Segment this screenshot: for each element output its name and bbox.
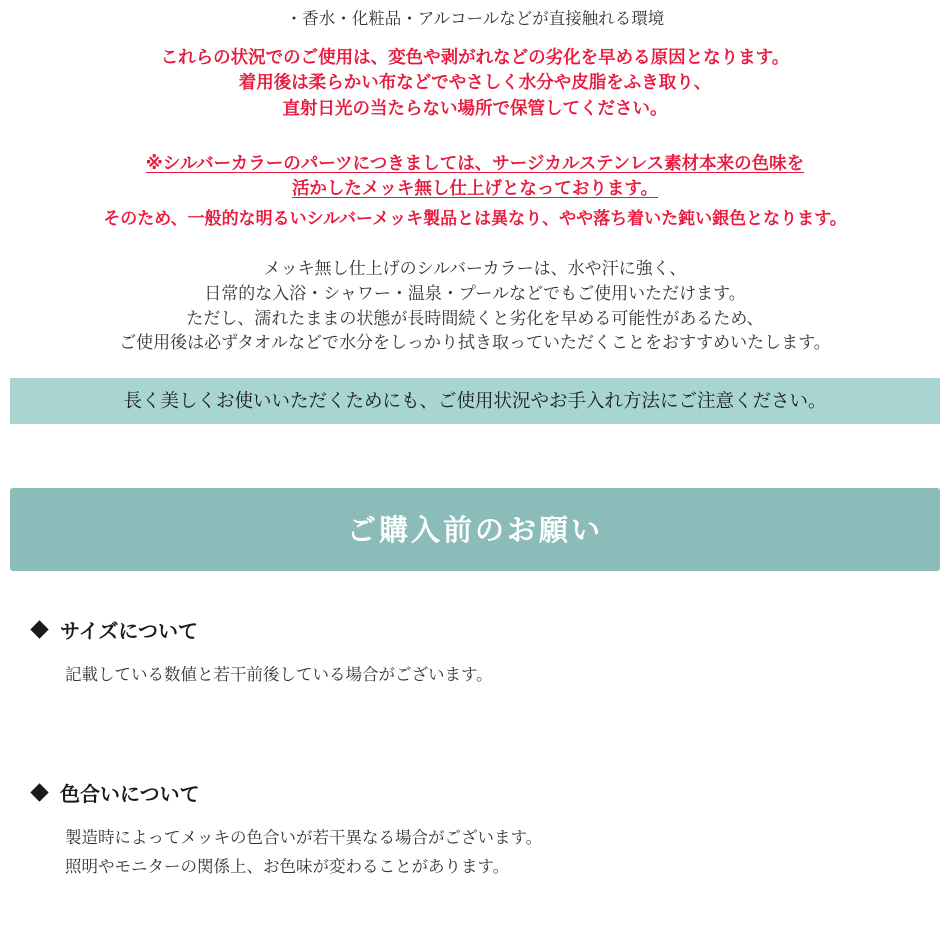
- notice-item-color-title: 色合いについて: [60, 783, 200, 806]
- silver-subnote-line-1: そのため、一般的な明るいシルバーメッキ製品とは異なり、やや落ち着いた鈍い銀色となります。: [103, 208, 847, 228]
- notice-item-size: [33, 615, 950, 690]
- silver-note-line-1: ※シルバーカラーのパーツにつきましては、サージカルステンレス素材本来の色味を: [145, 153, 805, 174]
- silver-color-note: [0, 151, 950, 202]
- highlight-banner: 長く美しくお使いいただくためにも、ご使用状況やお手入れ方法にご注意ください。: [10, 378, 940, 424]
- notice-item-color-body: [65, 824, 950, 882]
- section-header-wrap: [10, 488, 940, 571]
- warning-line-3: 直射日光の当たらない場所で保管してください。: [282, 97, 668, 118]
- diamond-bullet-icon: [30, 783, 48, 801]
- warning-line-1: これらの状況でのご使用は、変色や剥がれなどの劣化を早める原因となります。: [160, 46, 790, 67]
- section-header-title: ご購入前のお願い: [10, 488, 940, 571]
- notice-item-size-body: [65, 661, 950, 690]
- notice-item-color-body-line-2: 照明やモニターの関係上、お色味が変わることがあります。: [65, 857, 510, 876]
- silver-color-subnote: [0, 207, 950, 232]
- notice-item-size-title-row: [33, 615, 950, 644]
- highlight-banner-wrap: [10, 378, 940, 424]
- warning-block: [0, 45, 950, 121]
- top-note-line: ・香水・化粧品・アルコールなどが直接触れる環境: [285, 10, 665, 28]
- notice-item-size-body-line-1: 記載している数値と若干前後している場合がございます。: [65, 666, 493, 684]
- notice-item-size-title: サイズについて: [60, 621, 198, 643]
- warning-line-2: 着用後は柔らかい布などでやさしく水分や皮脂をふき取り、: [238, 72, 712, 93]
- notice-item-color: [33, 778, 950, 882]
- notice-item-color-title-row: [33, 778, 950, 807]
- care-line-3: ただし、濡れたままの状態が長時間続くと劣化を早める可能性があるため、: [186, 308, 764, 328]
- care-line-2: 日常的な入浴・シャワー・温泉・プールなどでもご使用いただけます。: [204, 284, 746, 304]
- care-instructions-block: [0, 257, 950, 356]
- care-line-1: メッキ無し仕上げのシルバーカラーは、水や汗に強く、: [263, 259, 687, 279]
- diamond-bullet-icon: [30, 620, 48, 638]
- care-line-4: ご使用後は必ずタオルなどで水分をしっかり拭き取っていただくことをおすすめいたします。: [119, 333, 831, 353]
- silver-note-line-2: 活かしたメッキ無し仕上げとなっております。: [291, 178, 659, 199]
- notice-item-color-body-line-1: 製造時によってメッキの色合いが若干異なる場合がございます。: [65, 828, 543, 847]
